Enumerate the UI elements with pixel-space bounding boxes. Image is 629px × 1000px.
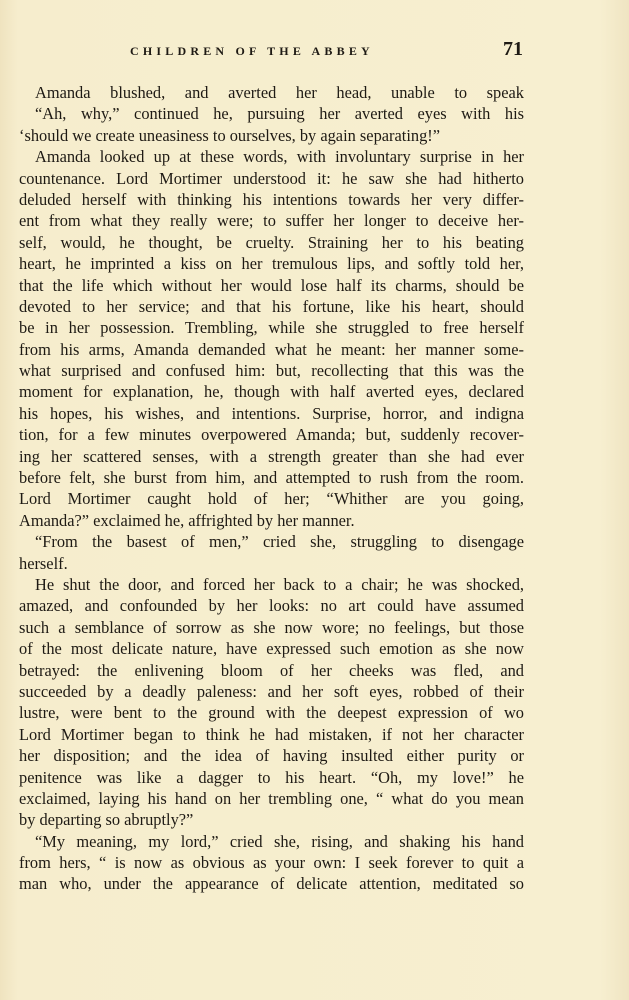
text-line: heart, he imprinted a kiss on her tremulous lips, and softly told her, xyxy=(19,254,524,274)
text-line: his hopes, his wishes, and intentions. Surprise, horror, and indigna xyxy=(19,403,524,423)
text-line: succeeded by a deadly paleness: and her soft eyes, robbed of their xyxy=(19,681,524,701)
text-line: from his arms, Amanda demanded what he meant: her manner some- xyxy=(19,339,524,359)
text-line: her disposition; and the idea of having insulted either purity or xyxy=(19,746,524,766)
text-line: tion, for a few minutes overpowered Amanda; but, suddenly recover- xyxy=(19,425,524,445)
text-line: exclaimed, laying his hand on her trembling one, “ what do you mean xyxy=(19,788,524,808)
text-line: ent from what they really were; to suffer her longer to deceive her- xyxy=(19,211,524,231)
text-line: lustre, were bent to the ground with the deepest expression of wo xyxy=(19,703,524,723)
text-line: He shut the door, and forced her back to a chair; he was shocked, xyxy=(35,574,524,594)
text-line: self, would, he thought, be cruelty. Straining her to his beating xyxy=(19,232,524,252)
text-line: Lord Mortimer caught hold of her; “Whither are you going, xyxy=(19,489,524,509)
text-line: “From the basest of men,” cried she, struggling to disengage xyxy=(35,532,524,552)
text-line: be in her possession. Trembling, while she struggled to free herself xyxy=(19,318,524,338)
text-line: devoted to her service; and that his fortune, like his heart, should xyxy=(19,296,524,316)
page-number: 71 xyxy=(503,38,523,60)
text-line: such a semblance of sorrow as she now wore; no feelings, but those xyxy=(19,617,524,637)
text-line: countenance. Lord Mortimer understood it: he saw she had hitherto xyxy=(19,168,524,188)
text-line: man who, under the appearance of delicate attention, meditated so xyxy=(19,874,524,894)
text-line: Amanda blushed, and averted her head, unable to speak xyxy=(35,83,524,102)
running-head: CHILDREN OF THE ABBEY xyxy=(130,44,374,58)
text-line: amazed, and confounded by her looks: no art could have assumed xyxy=(19,596,524,616)
text-line: moment for explanation, he, though with half averted eyes, declared xyxy=(19,382,524,402)
text-line: Amanda looked up at these words, with involuntary surprise in her xyxy=(35,147,524,167)
text-line: penitence was like a dagger to his heart. “Oh, my love!” he xyxy=(19,767,524,787)
text-line: by departing so abruptly?” xyxy=(19,810,194,830)
text-line: Amanda?” exclaimed he, affrighted by her manner. xyxy=(19,510,355,530)
text-line: that the life which without her would lose half its charms, should be xyxy=(19,275,524,295)
body-text xyxy=(19,82,524,895)
text-line: “My meaning, my lord,” cried she, rising, and shaking his hand xyxy=(35,831,524,851)
text-line: “Ah, why,” continued he, pursuing her averted eyes with his xyxy=(35,104,524,124)
text-line: of the most delicate nature, have expressed such emotion as she now xyxy=(19,639,524,659)
text-line: ing her scattered senses, with a strength greater than she had ever xyxy=(19,446,524,466)
text-line: deluded herself with thinking his intentions towards her very differ- xyxy=(19,189,524,209)
text-line: from hers, “ is now as obvious as your own: I seek forever to quit a xyxy=(19,853,524,873)
text-line: herself. xyxy=(19,553,68,573)
text-line: before felt, she burst from him, and attempted to rush from the room. xyxy=(19,468,524,488)
text-line: Lord Mortimer began to think he had mistaken, if not her character xyxy=(19,724,524,744)
text-line: betrayed: the enlivening bloom of her cheeks was fled, and xyxy=(19,660,524,680)
text-line: what surprised and confused him: but, recollecting that this was the xyxy=(19,361,524,381)
text-line: ‘should we create uneasiness to ourselves, by again separating!” xyxy=(19,125,441,145)
